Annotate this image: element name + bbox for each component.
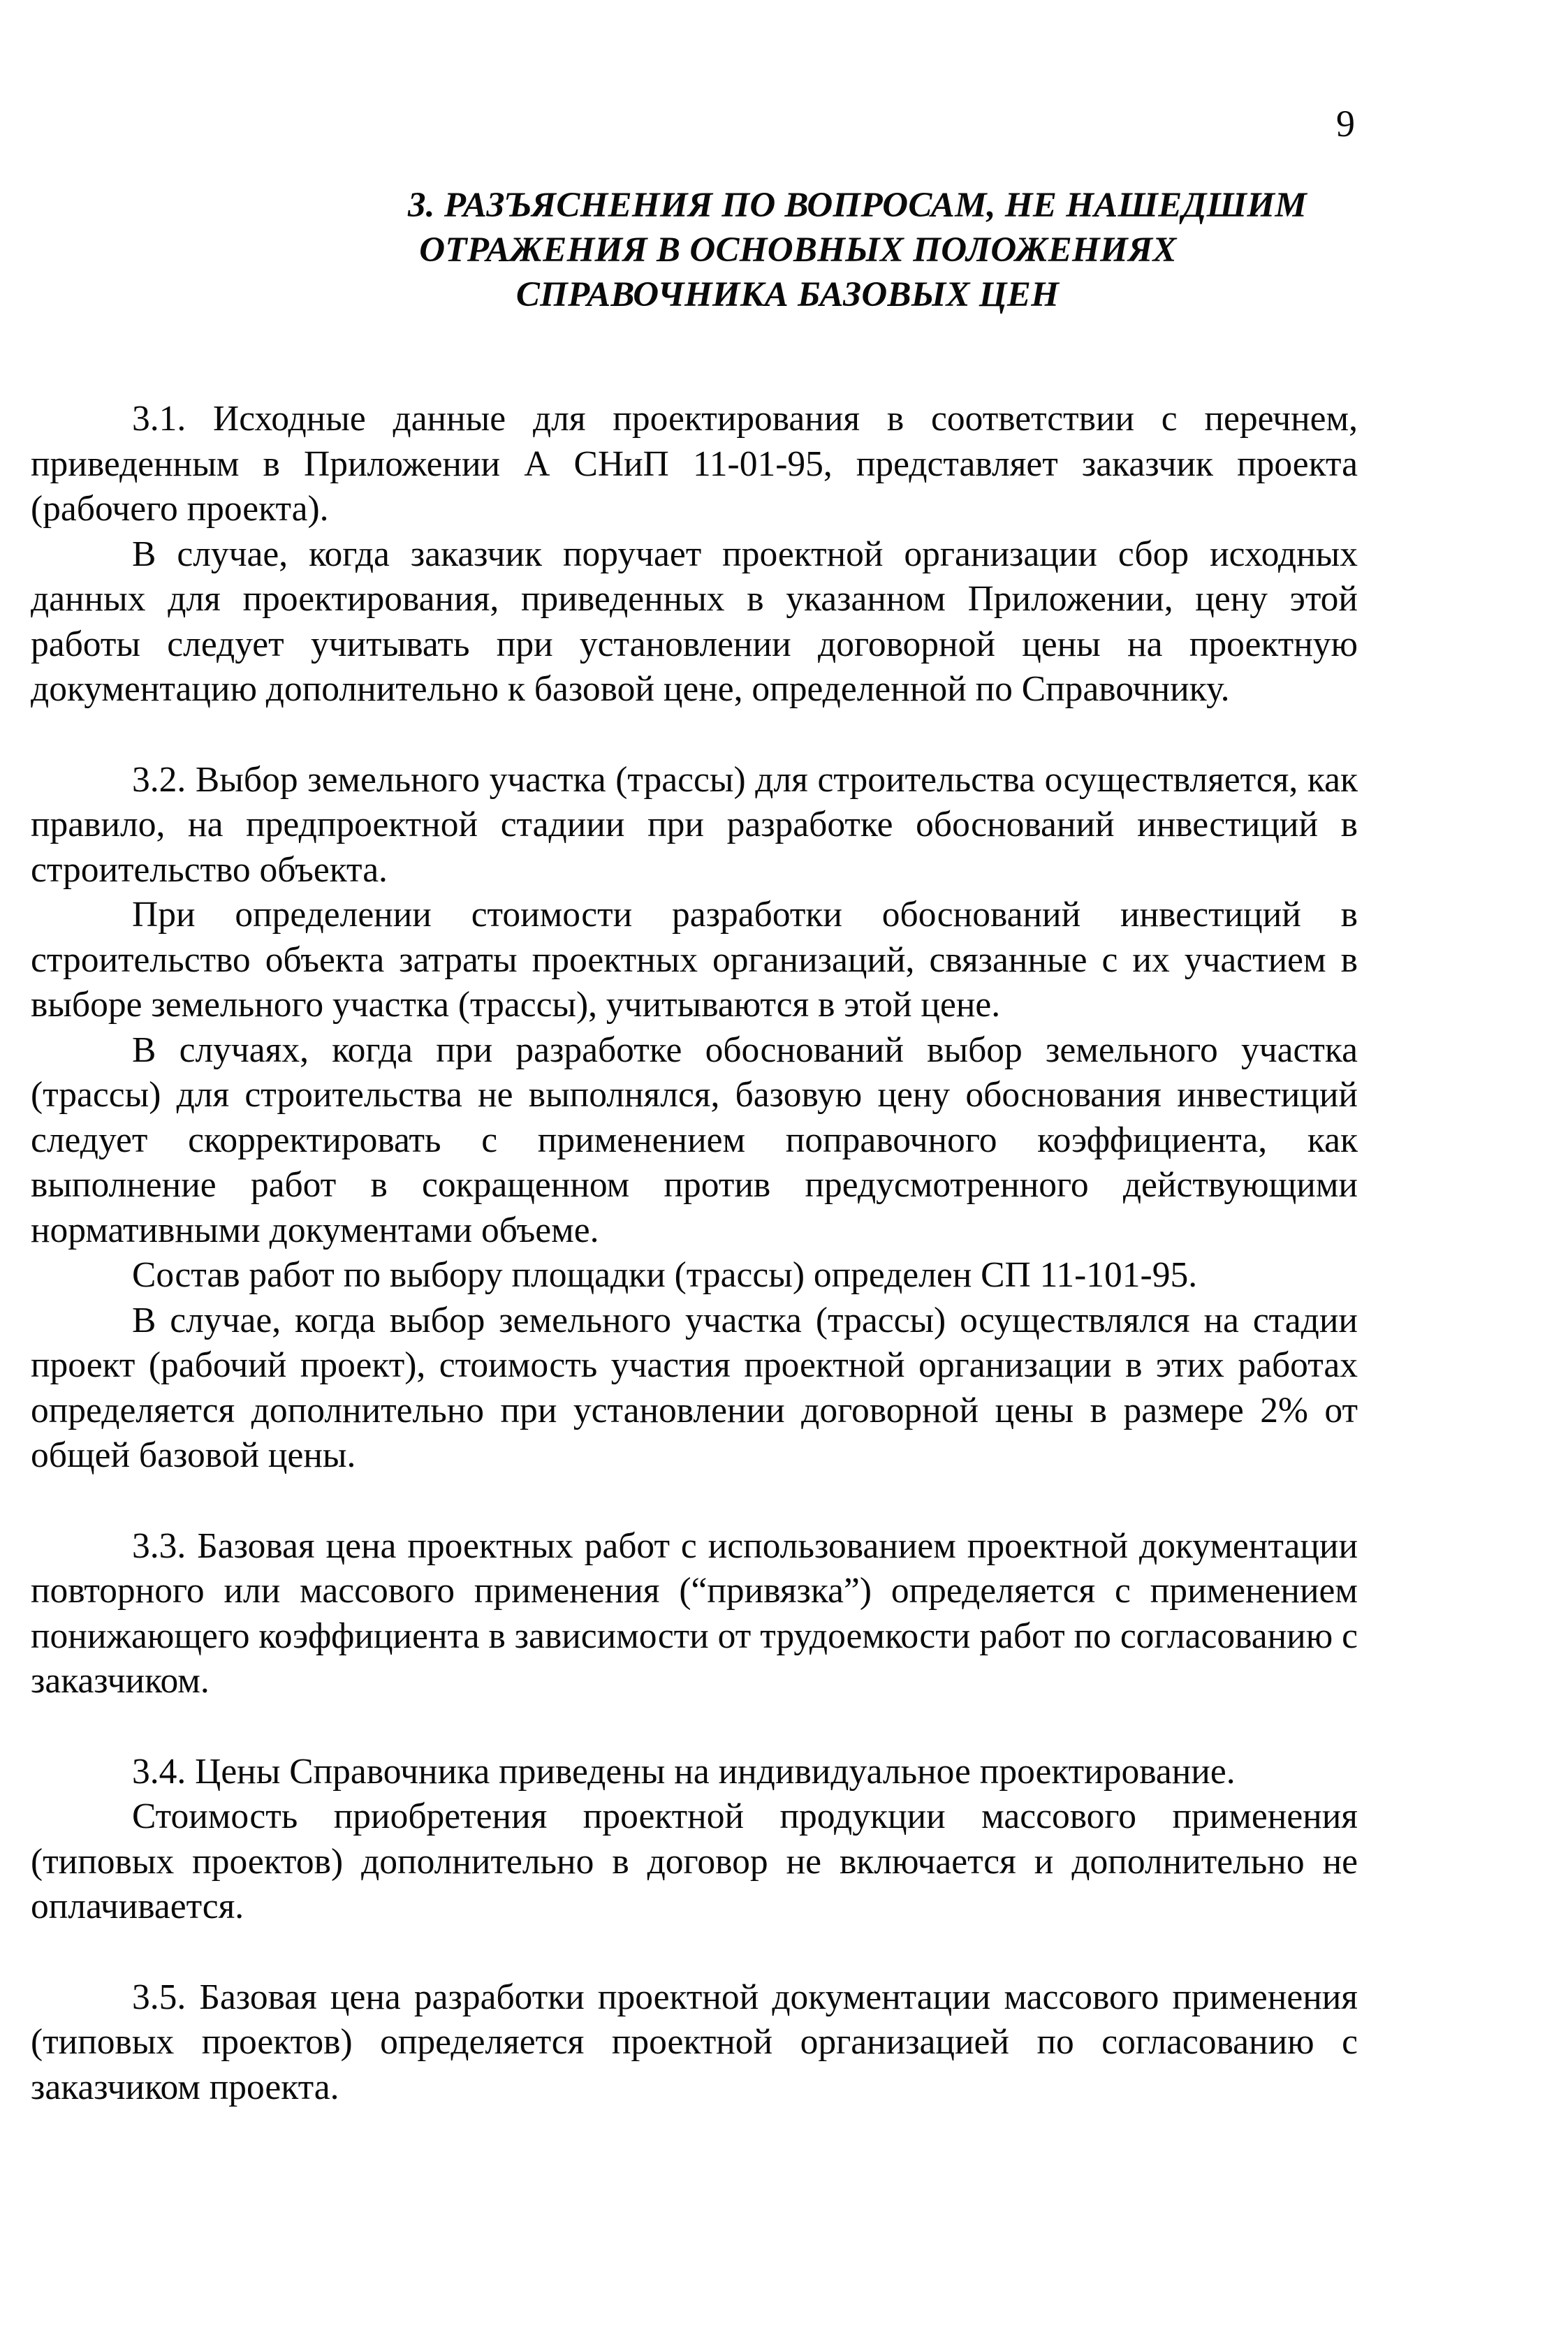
heading-line-3: СПРАВОЧНИКА БАЗОВЫХ ЦЕН (515, 275, 1060, 314)
paragraph: В случаях, когда при разработке обоснований выбор земельного участка (трассы) для строительства не выполнялся, базовую цену обоснования инвестиций следует скорректировать с применением поправочного коэффициента, как выполнение работ в сокращенном против предусмотренного действующими нормативными документами объеме. (31, 1030, 1358, 1250)
page-number: 9 (1336, 103, 1355, 145)
paragraph-3-5: 3.5. Базовая цена разработки проектной документации массового применения (типовых проектов) определяется проектной организацией по согласованию с заказчиком проекта. (31, 1977, 1358, 2107)
paragraph: Состав работ по выбору площадки (трассы) определен СП 11-101-95. (132, 1255, 1198, 1295)
paragraph: В случае, когда заказчик поручает проектной организации сбор исходных данных для проектирования, приведенных в указанном Приложении, цену этой работы следует учитывать при установлении договорной цены на проектную документацию дополнительно к базовой цене, определенной по Справочнику. (31, 534, 1358, 709)
paragraph-3-2: 3.2. Выбор земельного участка (трассы) для строительства осуществляется, как правило, на предпроектной стадиии при разработке обоснований инвестиций в строительство объекта. (31, 759, 1358, 890)
heading-line-2: ОТРАЖЕНИЯ В ОСНОВНЫХ ПОЛОЖЕНИЯХ (419, 230, 1177, 270)
paragraph-3-3: 3.3. Базовая цена проектных работ с использованием проектной документации повторного или массового применения (“привязка”) определяется с применением понижающего коэффициента в зависимости от трудоемкости работ по согласованию с заказчиком. (31, 1525, 1358, 1701)
section-heading (0, 183, 1568, 317)
paragraph-3-1: 3.1. Исходные данные для проектирования в соответствии с перечнем, приведенным в Приложении А СНиП 11-01-95, представляет заказчик проекта (рабочего проекта). (31, 399, 1358, 529)
heading-line-1: 3. РАЗЪЯСНЕНИЯ ПО ВОПРОСАМ, НЕ НАШЕДШИМ (407, 186, 1307, 225)
paragraph-3-4: 3.4. Цены Справочника приведены на индивидуальное проектирование. (132, 1751, 1236, 1792)
paragraph: В случае, когда выбор земельного участка (трассы) осуществлялся на стадии проект (рабочий проект), стоимость участия проектной организации в этих работах определяется дополнительно при установлении договорной цены в размере 2% от общей базовой цены. (31, 1300, 1358, 1475)
paragraph: Стоимость приобретения проектной продукции массового применения (типовых проектов) дополнительно в договор не включается и дополнительно не оплачивается. (31, 1796, 1358, 1926)
document-body (31, 397, 1358, 2110)
paragraph: При определении стоимости разработки обоснований инвестиций в строительство объекта затраты проектных организаций, связанные с их участием в выборе земельного участка (трассы), учитываются в этой цене. (31, 895, 1358, 1025)
